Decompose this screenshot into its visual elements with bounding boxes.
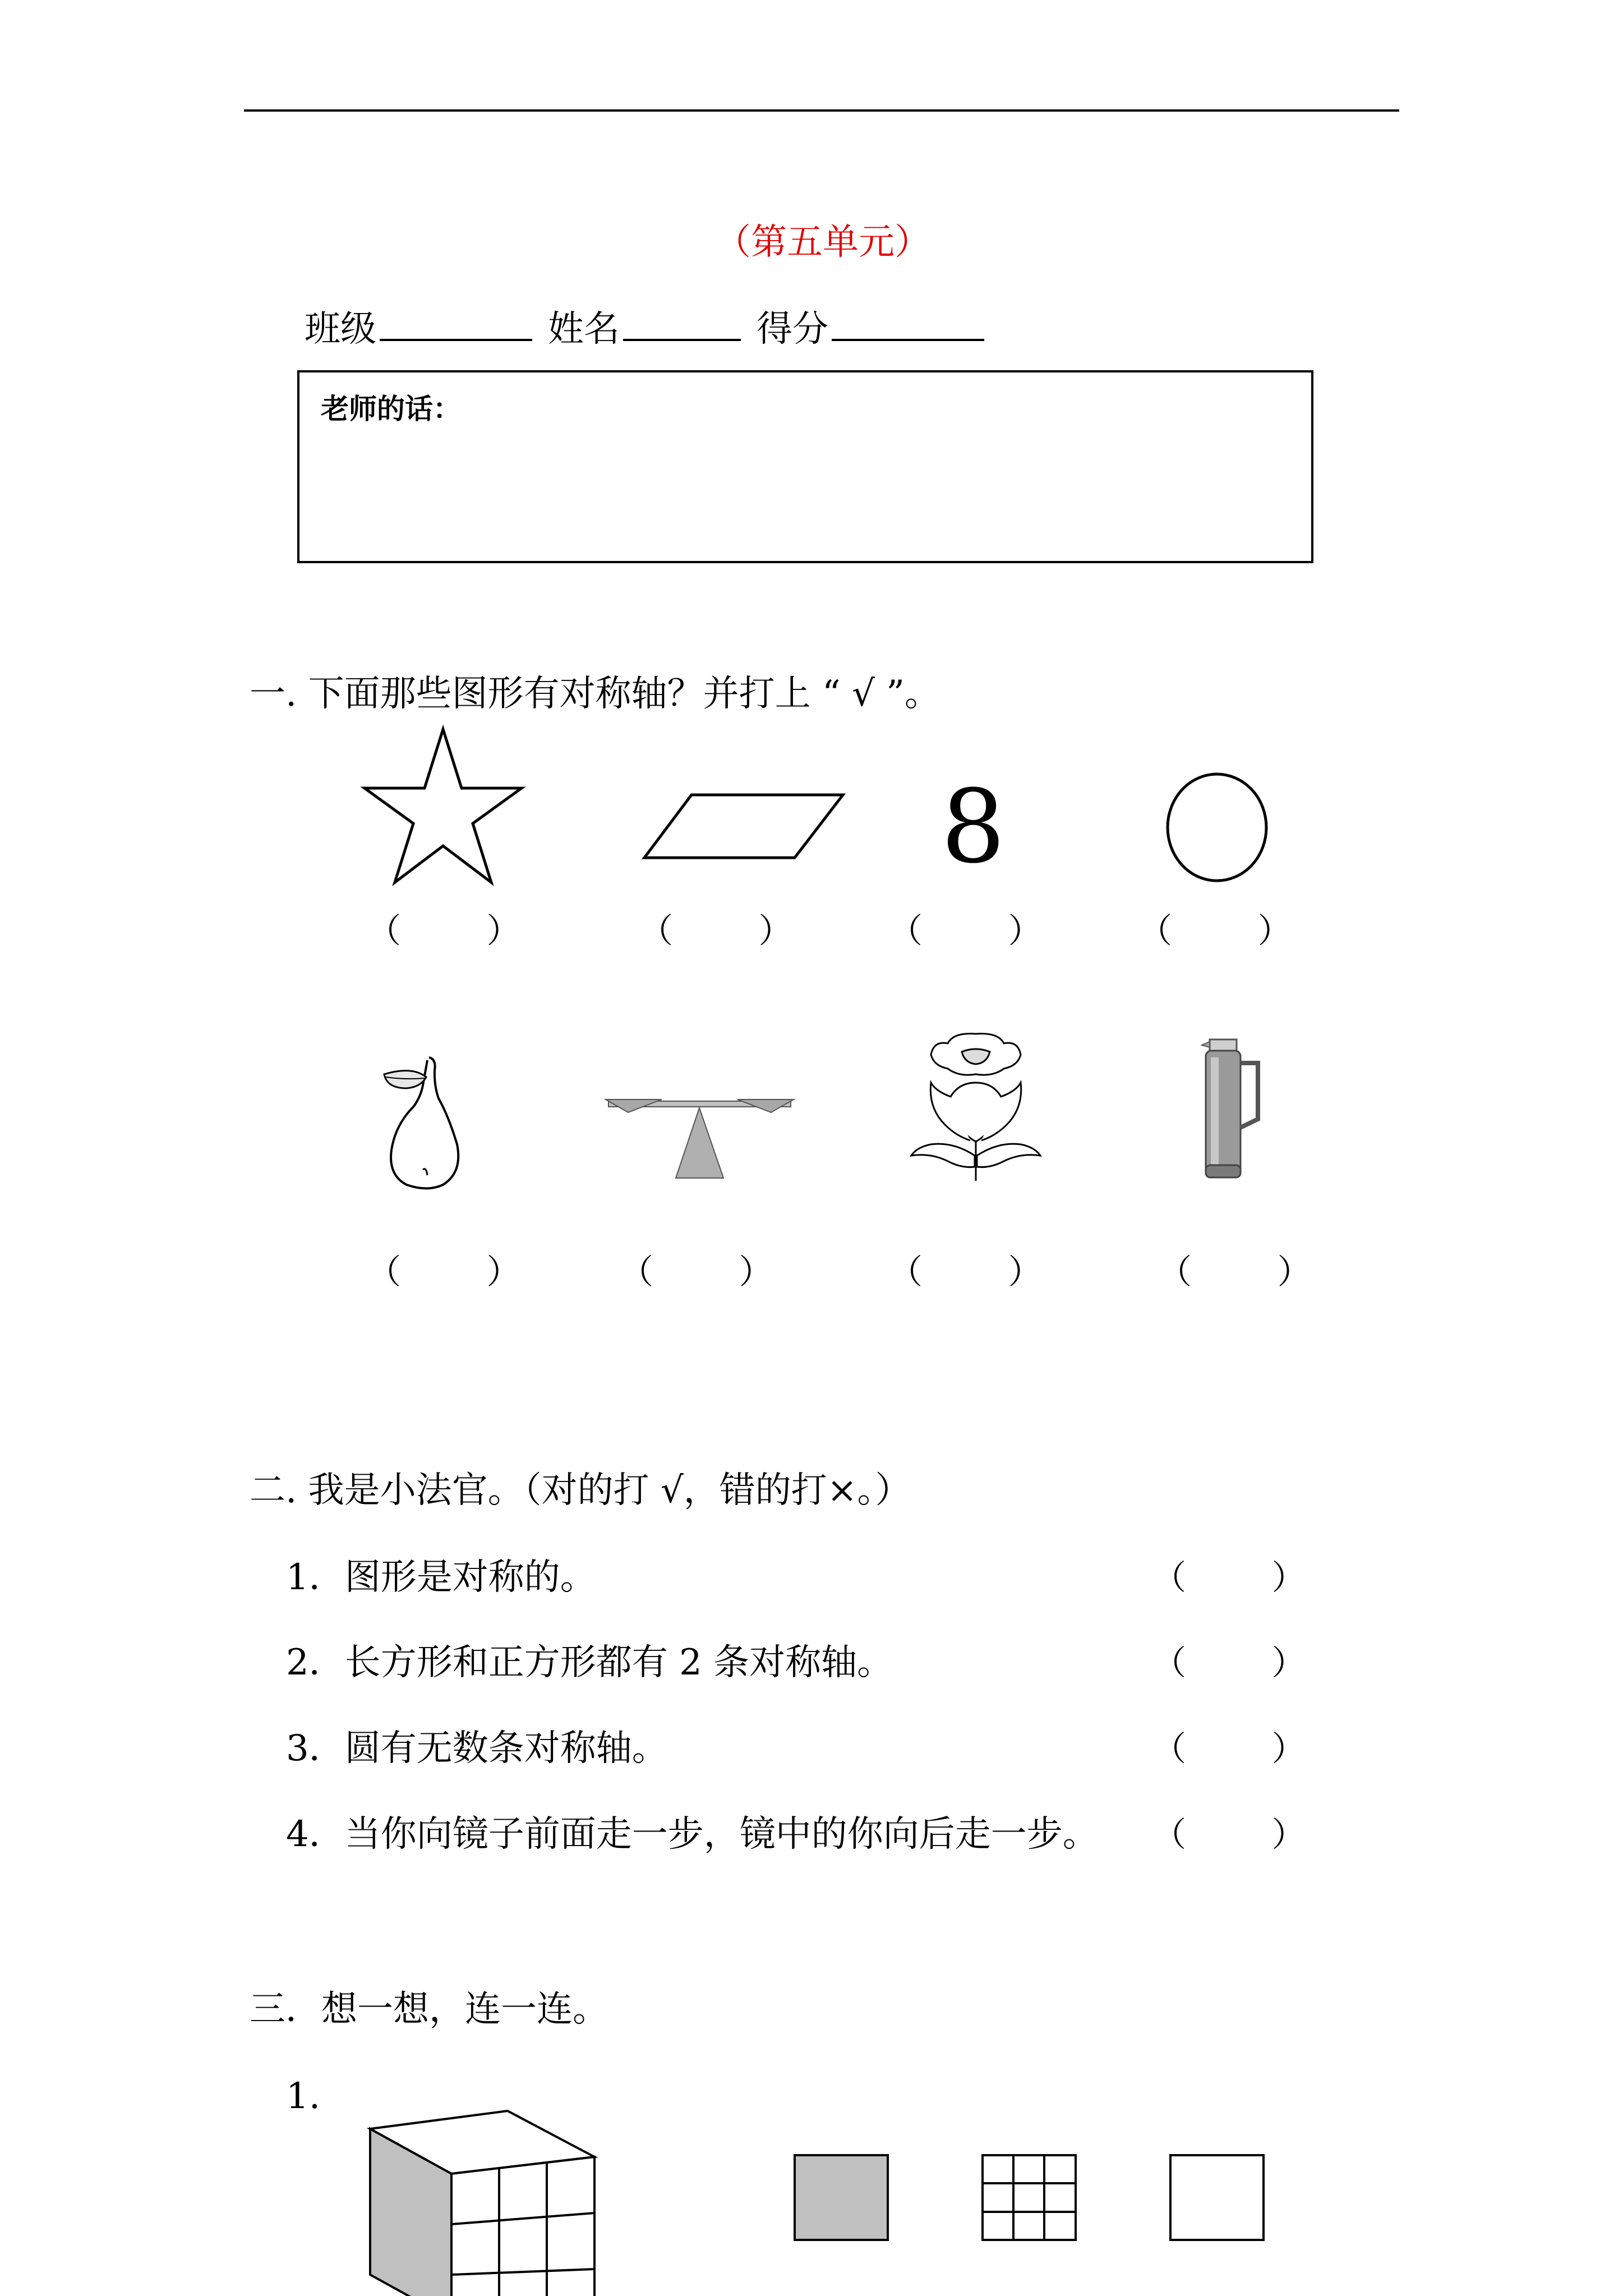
name-blank[interactable] [623, 338, 741, 341]
teacher-comment-box[interactable] [297, 370, 1313, 563]
judge-item-number: 4． [286, 1814, 345, 1855]
class-blank[interactable] [380, 338, 532, 341]
cube-icon[interactable] [367, 2106, 603, 2296]
circle-icon [1164, 771, 1270, 884]
section1-heading: 一. 下面那些图形有对称轴？并打上 “ √ ”。 [250, 673, 940, 715]
judge-paren-1[interactable]: （ ） [1152, 1558, 1306, 1598]
answer-paren-star[interactable]: （ ） [367, 912, 520, 951]
judge-item-number: 1． [286, 1557, 345, 1598]
answer-paren-parallelogram[interactable]: （ ） [639, 912, 792, 951]
judge-item-text: 图形是对称的。 [344, 1557, 596, 1598]
score-blank[interactable] [832, 338, 984, 341]
section2-heading: 二. 我是小法官。（对的打 √，错的打×。） [250, 1470, 911, 1511]
answer-paren-thermos[interactable]: （ ） [1158, 1253, 1311, 1292]
judge-item-text: 长方形和正方形都有 2 条对称轴。 [344, 1642, 893, 1683]
teacher-comment-label: 老师的话： [321, 393, 461, 425]
unit-title: （第五单元） [715, 222, 930, 263]
judge-item-1 [286, 1557, 596, 1598]
digit-eight: 8 [941, 769, 1006, 886]
student-info-line [305, 309, 984, 350]
star-icon [365, 726, 522, 884]
judge-item-number: 3． [286, 1728, 345, 1769]
gray-square-icon[interactable] [794, 2154, 889, 2241]
balance-scale-icon [603, 1097, 796, 1181]
judge-item-number: 2． [286, 1642, 345, 1683]
judge-paren-2[interactable]: （ ） [1152, 1644, 1306, 1683]
judge-item-text: 圆有无数条对称轴。 [344, 1728, 668, 1769]
empty-square-icon[interactable] [1169, 2154, 1265, 2241]
top-rule [244, 109, 1399, 112]
judge-item-text: 当你向镜子前面走一步，镜中的你向后走一步。 [344, 1814, 1099, 1855]
answer-paren-scale[interactable]: （ ） [620, 1253, 773, 1292]
answer-paren-circle[interactable]: （ ） [1138, 912, 1292, 951]
judge-paren-4[interactable]: （ ） [1152, 1815, 1306, 1855]
grid-square-icon[interactable] [981, 2154, 1077, 2241]
name-label: 姓名 [548, 309, 620, 350]
answer-paren-pear[interactable]: （ ） [367, 1253, 520, 1292]
thermos-icon [1197, 1035, 1267, 1181]
section3-heading: 三．想一想，连一连。 [250, 1989, 608, 2030]
judge-item-2 [286, 1642, 893, 1683]
class-label: 班级 [305, 309, 376, 350]
parallelogram-icon [642, 793, 845, 860]
section3-sub-label: 1. [286, 2076, 321, 2117]
judge-item-4 [286, 1814, 1099, 1855]
judge-item-3 [286, 1728, 668, 1769]
score-label: 得分 [757, 309, 828, 350]
flower-icon [909, 1029, 1043, 1186]
answer-paren-eight[interactable]: （ ） [889, 912, 1042, 951]
judge-paren-3[interactable]: （ ） [1152, 1729, 1306, 1769]
pear-icon [365, 1055, 482, 1192]
answer-paren-flower[interactable]: （ ） [889, 1253, 1042, 1292]
